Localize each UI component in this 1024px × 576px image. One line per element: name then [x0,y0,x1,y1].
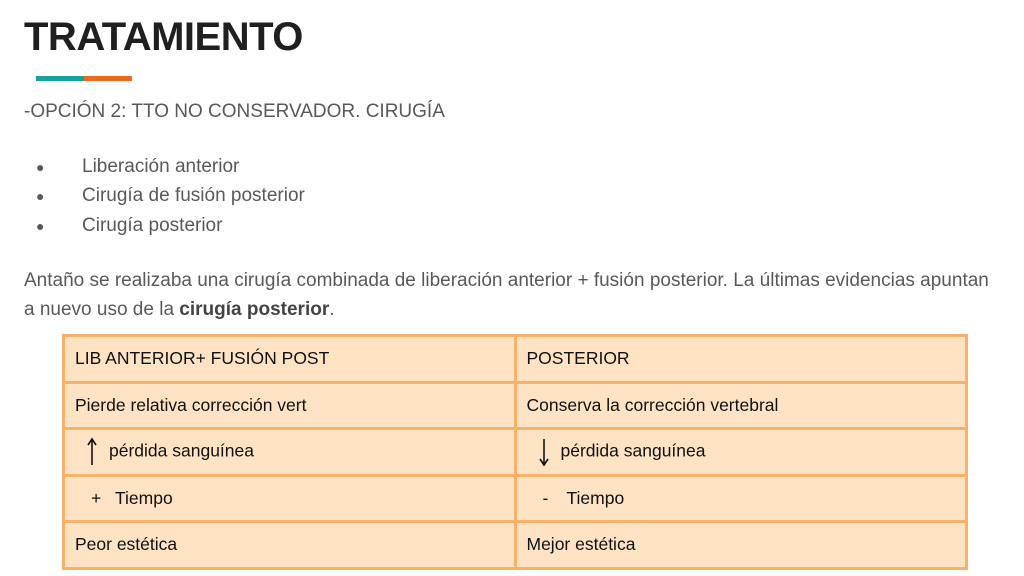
subtitle: -OPCIÓN 2: TTO NO CONSERVADOR. CIRUGÍA [24,101,445,122]
comparison-table [62,334,968,570]
paragraph-text: Antaño se realizaba una cirugía combinada de liberación anterior + fusión posterior. La últimas evidencias apuntan a nuevo uso de la [24,270,989,320]
cell-text: Pierde relativa corrección vert [75,394,307,415]
paragraph [24,266,1004,324]
paragraph-bold: cirugía posterior [179,299,330,320]
table-cell [515,382,967,429]
arrow-down-icon [535,437,553,467]
bullet-dot-icon: ● [36,217,45,234]
table-row [64,336,967,383]
cell-text: Tiempo [115,487,173,508]
arrow-up-icon [83,437,101,467]
list-item-text: Liberación anterior [82,155,240,177]
list-item [36,182,305,212]
title-accent-bar [36,76,132,81]
cell-text: pérdida sanguínea [109,440,254,461]
table-cell [64,522,516,569]
table-cell [515,429,967,476]
table-row [64,382,967,429]
table-cell [64,429,516,476]
table-cell [515,522,967,569]
bullet-list [36,152,305,241]
list-item-text: Cirugía de fusión posterior [82,185,305,207]
table-cell [64,336,516,383]
plus-sign: + [91,487,102,508]
table-cell [64,475,516,522]
cell-text: LIB ANTERIOR+ FUSIÓN POST [75,348,330,369]
cell-text: Peor estética [75,534,178,555]
accent-teal [36,76,84,81]
cell-text: POSTERIOR [526,348,630,369]
table-row [64,429,967,476]
list-item-text: Cirugía posterior [82,214,223,236]
cell-text: Mejor estética [526,534,636,555]
cell-text: Tiempo [566,487,625,508]
list-item [36,152,305,182]
table-cell [515,475,967,522]
cell-text: Conserva la corrección vertebral [526,394,779,415]
table-cell [64,382,516,429]
minus-sign: - [542,487,549,508]
table-row [64,522,967,569]
table-cell [515,336,967,383]
table-row [64,475,967,522]
slide-title: TRATAMIENTO [24,15,303,59]
list-item [36,211,305,241]
bullet-dot-icon: ● [36,158,45,175]
bullet-dot-icon: ● [36,188,45,205]
paragraph-end: . [329,299,335,320]
cell-text: pérdida sanguínea [560,440,706,461]
accent-orange [84,76,132,81]
